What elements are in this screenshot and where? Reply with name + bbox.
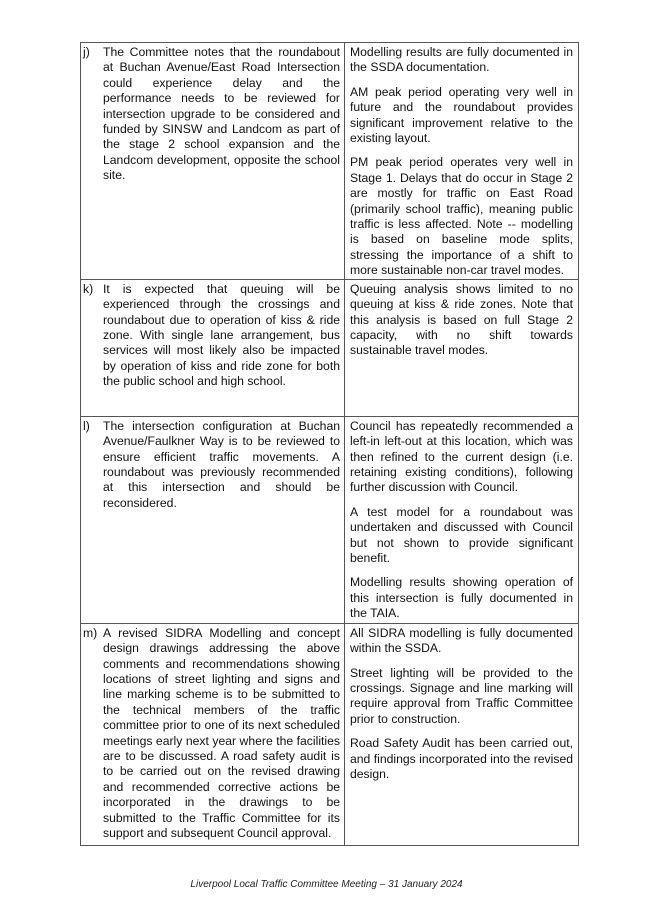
item-label: k) [83,281,94,296]
response-cell [345,43,579,280]
response-paragraph: Modelling results showing operation of this intersection is fully documented in the TAIA. [350,575,573,621]
response-paragraph: AM peak period operating very well in future and the roundabout provides significant improvement relative to the existing layout. [350,84,573,146]
response-paragraph: Council has repeatedly recommended a left-in left-out at this location, which was then refined to the current design (i.e. retaining existing conditions), following further discussion with Council. [350,418,573,495]
response-paragraph: Queuing analysis shows limited to no queuing at kiss & ride zones. Note that this analysis is based on full Stage 2 capacity, with no shift towards sustainable travel modes. [350,281,573,358]
table-row [81,279,579,416]
comment-text: The intersection configuration at Buchan Avenue/Faulkner Way is to be reviewed to ensure efficient traffic movements. A roundabout was previously recommended at this intersection and should be reconsidered. [103,418,340,510]
response-paragraph: A test model for a roundabout was undertaken and discussed with Council but not shown to provide significant benefit. [350,504,573,565]
page-footer: Liverpool Local Traffic Committee Meeting – 31 January 2024 [190,879,463,890]
item-label: j) [83,45,90,59]
comment-cell [81,623,345,845]
comment-cell [81,416,345,623]
response-cell [345,279,579,416]
response-paragraph: All SIDRA modelling is fully documented within the SSDA. [350,625,573,656]
comment-text: It is expected that queuing will be experienced through the crossings and roundabout due to operation of kiss & ride zone. With single lane arrangement, bus services will most likely also be impacted by operation of kiss and ride zone for both the public school and high school. [103,281,340,389]
response-paragraph: Modelling results are fully documented in the SSDA documentation. [350,45,573,75]
comment-cell [81,43,345,280]
comment-text: The Committee notes that the roundabout at Buchan Avenue/East Road Intersection could experience delay and the performance needs to be reviewed for intersection upgrade to be considered and funded by SINSW and Landcom as part of the stage 2 school expansion and the Landcom development, opposite the school site. [103,45,340,183]
response-paragraph: PM peak period operates very well in Stage 1. Delays that do occur in Stage 2 are mostly for traffic on East Road (primarily school traffic), meaning public traffic is less affected. Note -- modelling is based on baseline mode splits, stressing the importance of a shift to more sustainable non-car travel modes. [350,155,573,278]
table-row [81,416,579,623]
response-paragraph: Street lighting will be provided to the crossings. Signage and line marking will require approval from Traffic Committee prior to construction. [350,665,573,726]
comments-response-table [80,42,579,846]
response-paragraph: Road Safety Audit has been carried out, and findings incorporated into the revised design. [350,736,573,781]
response-cell [345,623,579,845]
table-row [81,43,579,280]
comment-text: A revised SIDRA Modelling and concept design drawings addressing the above comments and recommendations showing locations of street lighting and signs and line marking scheme is to be submitted to the technical members of the traffic committee prior to one of its next scheduled meetings early next year where the facilities are to be discussed. A road safety audit is to be carried out on the revised drawing and recommended corrective actions be incorporated in the drawings to be submitted to the Traffic Committee for its support and subsequent Council approval. [103,625,340,840]
comment-cell [81,279,345,416]
table-row [81,623,579,845]
item-label: l) [83,418,90,433]
item-label: m) [83,625,98,640]
response-cell [345,416,579,623]
